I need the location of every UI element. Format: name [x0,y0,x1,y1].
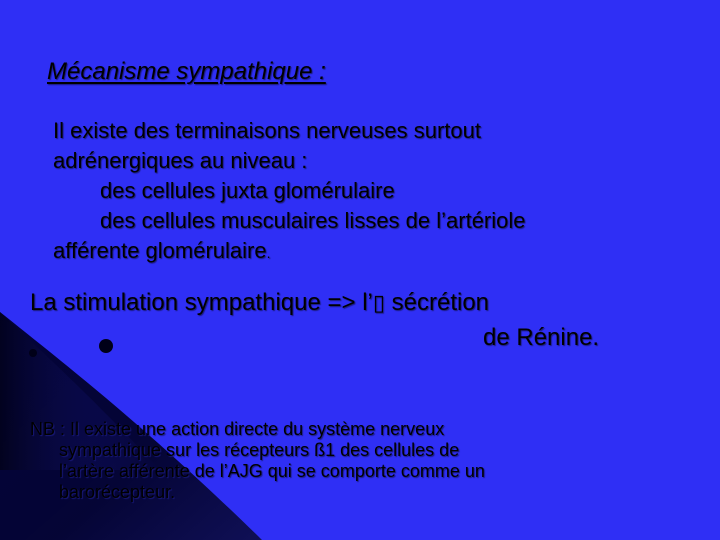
nb-line-2: sympathique sur les récepteurs ß1 des cellules de [59,440,460,460]
p2-line-2: de Rénine. [483,324,600,351]
p1-end-dot: . [266,245,271,261]
note-nb [30,419,485,503]
p1-line-5-text: afférente glomérulaire [53,238,267,263]
paragraph-terminaisons [53,116,526,268]
nb-line-3: l’artère afférente de l’AJG qui se comporte comme un [59,461,485,481]
p2-line-1-post: sécrétion [384,289,490,316]
p1-item-musculaires: des cellules musculaires lisses de l’artériole [100,208,526,233]
p1-line-2: adrénergiques au niveau : [53,148,308,173]
paragraph-stimulation [30,286,599,355]
increase-arrow-icon: ▯ [372,291,385,316]
p2-line-1-pre: La stimulation sympathique => l’ [30,289,373,316]
slide-title: Mécanisme sympathique : [47,58,326,85]
nb-line-4: barorécepteur. [59,482,176,502]
p1-line-1: Il existe des terminaisons nerveuses surtout [53,118,481,143]
p1-line-5 [53,236,526,268]
p1-item-juxta: des cellules juxta glomérulaire [100,178,395,203]
nb-line-1: NB : Il existe une action directe du système nerveux [30,419,445,439]
p2-line-1 [30,286,599,321]
